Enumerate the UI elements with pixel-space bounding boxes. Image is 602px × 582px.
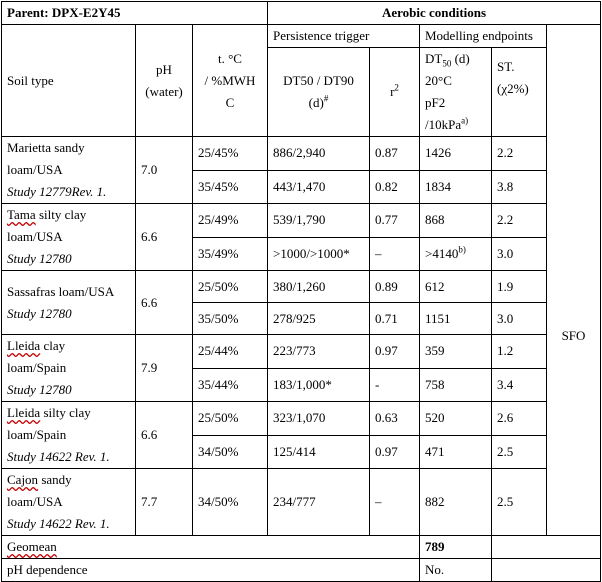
geomean-value: 789 <box>420 536 492 559</box>
soil-name-cell <box>2 402 136 469</box>
ph-value: 6.6 <box>136 204 193 271</box>
dt50-header-line2: 20°C <box>425 73 452 88</box>
r2-value: 0.87 <box>370 137 420 171</box>
parent-label: Parent: DPX-E2Y45 <box>2 2 268 25</box>
model-value: SFO <box>547 137 601 536</box>
soil-name-line1: Sassafras loam/USA <box>7 283 115 299</box>
r2-value: 0.77 <box>370 204 420 238</box>
chi-value: 2.5 <box>492 435 547 469</box>
soil-study: Study 12780 <box>7 251 72 266</box>
soil-name-spellcheck-word: Tama <box>7 207 36 222</box>
ph-value: 7.0 <box>136 137 193 204</box>
dt-value: 443/1,470 <box>268 170 370 204</box>
ph-dependence-row <box>2 559 601 582</box>
soil-study: Study 14622 Rev. 1. <box>7 516 110 531</box>
dt50-value: $>4140^{b)}$ <box>420 237 492 271</box>
chi-value: 3.0 <box>492 237 547 271</box>
temp-value: 35/44% <box>193 368 268 402</box>
ph-header-line2: (water) <box>145 83 183 99</box>
chi-header-line1: ST. <box>497 59 515 74</box>
dt-value: 278/925 <box>268 303 370 335</box>
chi-value: 2.5 <box>492 469 547 536</box>
r2-value: 0.82 <box>370 170 420 204</box>
dt50-header-sup: a) <box>461 115 469 126</box>
model-header-top <box>547 25 601 137</box>
soil-study: Study 12780 <box>7 382 72 397</box>
ph-value: 7.7 <box>136 469 193 536</box>
ph-value: 7.9 <box>136 335 193 402</box>
dt50-value: 882 <box>420 469 492 536</box>
dt50-value: 359 <box>420 335 492 369</box>
dt50-value: 868 <box>420 204 492 238</box>
r2-value: 0.97 <box>370 435 420 469</box>
soil-name-cell <box>2 271 136 335</box>
temp-value: 25/45% <box>193 137 268 171</box>
temp-value: 34/50% <box>193 469 268 536</box>
dt50-value: 520 <box>420 402 492 436</box>
ph-dependence-value: No. <box>420 559 492 582</box>
soil-name-cell <box>2 204 136 271</box>
chi-value: 1.9 <box>492 271 547 303</box>
soil-study: Study 12780 <box>7 305 72 321</box>
r2-value: – <box>370 469 420 536</box>
r2-value: 0.97 <box>370 335 420 369</box>
dt-value: >1000/>1000* <box>268 237 370 271</box>
temp-value: 25/49% <box>193 204 268 238</box>
temp-header-line3: C <box>225 94 235 110</box>
chi-value: 3.4 <box>492 368 547 402</box>
geomean-empty <box>492 536 601 559</box>
r2-header-sup: 2 <box>394 82 399 93</box>
soil-name-spellcheck-word: Lleida <box>7 405 41 420</box>
temp-value: 34/50% <box>193 435 268 469</box>
geomean-label: Geomean <box>2 536 420 559</box>
dt-value: 125/414 <box>268 435 370 469</box>
ph-header <box>136 25 193 137</box>
soil-type-header: Soil type <box>2 25 136 137</box>
soil-study: Study 14622 Rev. 1. <box>7 449 110 464</box>
soil-name-line2: loam/Spain <box>7 360 67 375</box>
temp-value: 25/44% <box>193 335 268 369</box>
geomean-row <box>2 536 601 559</box>
table-row <box>2 469 601 536</box>
persistence-trigger-header: Persistence trigger <box>268 25 420 48</box>
modelling-endpoints-header: Modelling endpoints <box>420 25 547 48</box>
temp-value: 35/49% <box>193 237 268 271</box>
temp-value: 35/45% <box>193 170 268 204</box>
temp-header <box>193 25 268 137</box>
soil-name-line2: loam/USA <box>7 494 63 509</box>
header-row-2 <box>2 25 601 48</box>
soil-name-cell <box>2 335 136 402</box>
temp-header-line1: t. °C <box>218 50 242 66</box>
temp-header-line2: / %MWH <box>204 72 256 88</box>
dt50-header-sub: 50 <box>442 58 452 69</box>
soil-name-line2: loam/Spain <box>7 427 67 442</box>
soil-name-line2: loam/USA <box>7 229 63 244</box>
ph-dependence-empty <box>492 559 601 582</box>
temp-value: 25/50% <box>193 271 268 303</box>
ph-value: 6.6 <box>136 402 193 469</box>
temp-value: 25/50% <box>193 402 268 436</box>
chi-header-line2: (χ2%) <box>497 81 529 96</box>
table-row <box>2 335 601 369</box>
r2-value: 0.89 <box>370 271 420 303</box>
chi-value: 2.2 <box>492 137 547 171</box>
dt50-footnote: b) <box>458 244 466 255</box>
r2-header: $r^2$ <box>370 48 420 137</box>
dt-value: 183/1,000* <box>268 368 370 402</box>
chi-header <box>492 48 547 137</box>
soil-name-spellcheck-word: Lleida <box>7 338 41 353</box>
degradation-table <box>1 1 601 137</box>
dt50-header-line3: pF2 <box>425 95 446 110</box>
dt50-header <box>420 48 492 137</box>
dt-header-line1: DT50 / DT90 <box>283 73 354 88</box>
table-row <box>2 204 601 238</box>
dt50-value: 612 <box>420 271 492 303</box>
chi-value: 3.8 <box>492 170 547 204</box>
dt-header-line2: (d)# <box>308 93 329 110</box>
chi-value: 3.0 <box>492 303 547 335</box>
dt-header <box>268 48 370 137</box>
ph-header-line1: pH <box>156 61 172 77</box>
soil-name-line1: Lleida clay <box>7 338 66 353</box>
soil-name-cell <box>2 469 136 536</box>
soil-name-spellcheck-word: Cajon <box>7 472 39 487</box>
dt-value: 223/773 <box>268 335 370 369</box>
r2-value: - <box>370 368 420 402</box>
aerobic-conditions-header: Aerobic conditions <box>268 2 601 25</box>
dt-value: 234/777 <box>268 469 370 536</box>
soil-name-line1: Cajon sandy <box>7 472 72 487</box>
dt-header-sup: # <box>323 93 329 104</box>
dt-value: 539/1,790 <box>268 204 370 238</box>
soil-name-cell <box>2 137 136 204</box>
dt50-value: 1426 <box>420 137 492 171</box>
temp-value: 35/50% <box>193 303 268 335</box>
header-row-1 <box>2 2 601 25</box>
chi-value: 1.2 <box>492 335 547 369</box>
dt50-value: 1151 <box>420 303 492 335</box>
soil-name-line2: loam/USA <box>7 162 63 177</box>
dt50-header-line4: /10kPa$^{a)}$ <box>425 115 469 132</box>
r2-value: 0.63 <box>370 402 420 436</box>
data-table <box>1 136 601 582</box>
table-row <box>2 402 601 436</box>
table-row <box>2 271 601 303</box>
soil-name-line1: Tama silty clay <box>7 207 87 222</box>
dt-value: 380/1,260 <box>268 271 370 303</box>
dt-value: 323/1,070 <box>268 402 370 436</box>
dt-value: 886/2,940 <box>268 137 370 171</box>
soil-name-line1: Lleida silty clay <box>7 405 91 420</box>
table-row <box>2 137 601 171</box>
ph-value: 6.6 <box>136 271 193 335</box>
r2-value: – <box>370 237 420 271</box>
chi-value: 2.2 <box>492 204 547 238</box>
dt50-value: 471 <box>420 435 492 469</box>
soil-name-line1: Marietta sandy <box>7 140 85 155</box>
dt50-value: 758 <box>420 368 492 402</box>
chi-value: 2.6 <box>492 402 547 436</box>
r2-value: 0.71 <box>370 303 420 335</box>
ph-dependence-label: pH dependence <box>2 559 420 582</box>
dt50-value: 1834 <box>420 170 492 204</box>
soil-study: Study 12779Rev. 1. <box>7 184 107 199</box>
dt50-header-line1: $DT_{50}$ (d) <box>425 51 470 69</box>
